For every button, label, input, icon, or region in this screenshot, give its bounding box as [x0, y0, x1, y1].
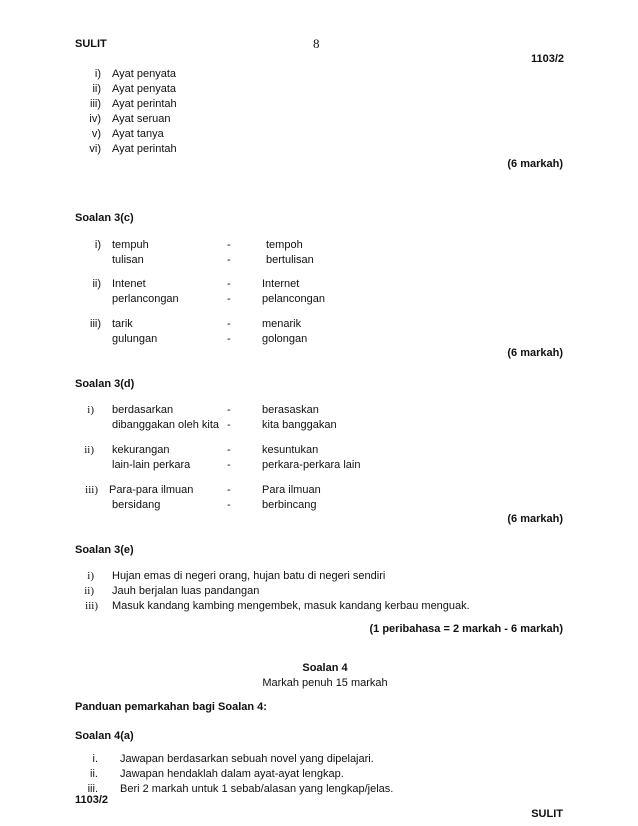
section-title-4-text: Soalan 4 [302, 662, 348, 674]
correct-phrase: perkara-perkara lain [262, 459, 361, 471]
dash: - [227, 318, 231, 330]
item-number: i) [87, 570, 94, 582]
section-title-3c: Soalan 3(c) [75, 212, 134, 224]
correct-phrase: berbincang [262, 499, 317, 511]
list-item-text: Ayat perintah [112, 143, 177, 155]
list-item-number: vi) [89, 143, 101, 155]
marks-3c: (6 markah) [507, 347, 563, 359]
correct-phrase: kita banggakan [262, 419, 337, 431]
dash: - [227, 444, 231, 456]
guide-text: Jawapan berdasarkan sebuah novel yang dipelajari. [120, 753, 374, 765]
list-item-number: i) [94, 68, 101, 80]
peribahasa-text: Masuk kandang kambing mengembek, masuk kandang kerbau menguak. [112, 600, 470, 612]
section-title-3d: Soalan 3(d) [75, 378, 135, 390]
page-number: 8 [313, 36, 320, 51]
wrong-word: gulungan [112, 333, 158, 345]
wrong-phrase: lain-lain perkara [112, 459, 191, 471]
correct-word: golongan [262, 333, 308, 345]
wrong-word: tulisan [112, 254, 144, 266]
peribahasa-text: Hujan emas di negeri orang, hujan batu di negeri sendiri [112, 570, 386, 582]
item-number: iii. [87, 783, 98, 795]
wrong-phrase: dibanggakan oleh kita [112, 419, 220, 431]
correct-word: menarik [262, 318, 302, 330]
dash: - [227, 499, 231, 511]
guide-text: Beri 2 markah untuk 1 sebab/alasan yang lengkap/jelas. [120, 783, 394, 795]
section-subtitle-4 [0, 677, 638, 689]
footer-sulit: SULIT [531, 808, 563, 820]
wrong-word: tempuh [112, 239, 149, 251]
section-title-3e: Soalan 3(e) [75, 544, 134, 556]
header-paper-code: 1103/2 [531, 53, 565, 65]
item-number: i) [87, 404, 94, 416]
list-item-text: Ayat tanya [112, 128, 164, 140]
list-item-text: Ayat perintah [112, 98, 177, 110]
list-item-number: iii) [90, 98, 101, 110]
guide-text: Jawapan hendaklah dalam ayat-ayat lengkap. [120, 768, 344, 780]
correct-phrase: kesuntukan [262, 444, 319, 456]
dash: - [227, 254, 231, 266]
item-number: ii. [90, 768, 98, 780]
wrong-phrase: Para-para ilmuan [109, 484, 194, 496]
correct-phrase: berasaskan [262, 404, 319, 416]
dash: - [227, 293, 231, 305]
dash: - [227, 333, 231, 345]
correct-word: bertulisan [266, 254, 314, 266]
wrong-phrase: kekurangan [112, 444, 170, 456]
dash: - [227, 404, 231, 416]
correct-phrase: Para ilmuan [262, 484, 321, 496]
item-number: i. [92, 753, 98, 765]
full-marks-text: Markah penuh 15 markah [262, 677, 388, 689]
item-number: iii) [85, 484, 98, 496]
item-number: ii) [84, 444, 94, 456]
list-item-text: Ayat seruan [112, 113, 171, 125]
list-item-number: iv) [89, 113, 101, 125]
dash: - [227, 459, 231, 471]
item-number: iii) [85, 600, 98, 612]
list-item-text: Ayat penyata [112, 68, 177, 80]
wrong-word: Intenet [112, 278, 146, 290]
marking-guide-heading: Panduan pemarkahan bagi Soalan 4: [75, 701, 267, 713]
item-number: iii) [90, 318, 101, 330]
section-title-4a: Soalan 4(a) [75, 730, 134, 742]
wrong-phrase: berdasarkan [112, 404, 174, 416]
list-item-number: ii) [92, 83, 101, 95]
list-item-number: v) [91, 128, 101, 140]
dash: - [227, 278, 231, 290]
section-title-4 [0, 662, 638, 674]
list-item-text: Ayat penyata [112, 83, 177, 95]
item-number: i) [94, 239, 101, 251]
marks-3d: (6 markah) [507, 513, 563, 525]
marks-3b: (6 markah) [507, 158, 563, 170]
marks-3e: (1 peribahasa = 2 markah - 6 markah) [369, 623, 563, 635]
footer-paper-code: 1103/2 [75, 794, 109, 806]
dash: - [227, 419, 231, 431]
wrong-word: perlancongan [112, 293, 179, 305]
correct-word: tempoh [266, 239, 303, 251]
wrong-word: tarik [112, 318, 133, 330]
correct-word: Internet [262, 278, 300, 290]
item-number: ii) [92, 278, 101, 290]
header-sulit: SULIT [75, 38, 107, 50]
correct-word: pelancongan [262, 293, 326, 305]
wrong-phrase: bersidang [112, 499, 161, 511]
dash: - [227, 239, 231, 251]
peribahasa-text: Jauh berjalan luas pandangan [112, 585, 260, 597]
item-number: ii) [84, 585, 94, 597]
dash: - [227, 484, 231, 496]
